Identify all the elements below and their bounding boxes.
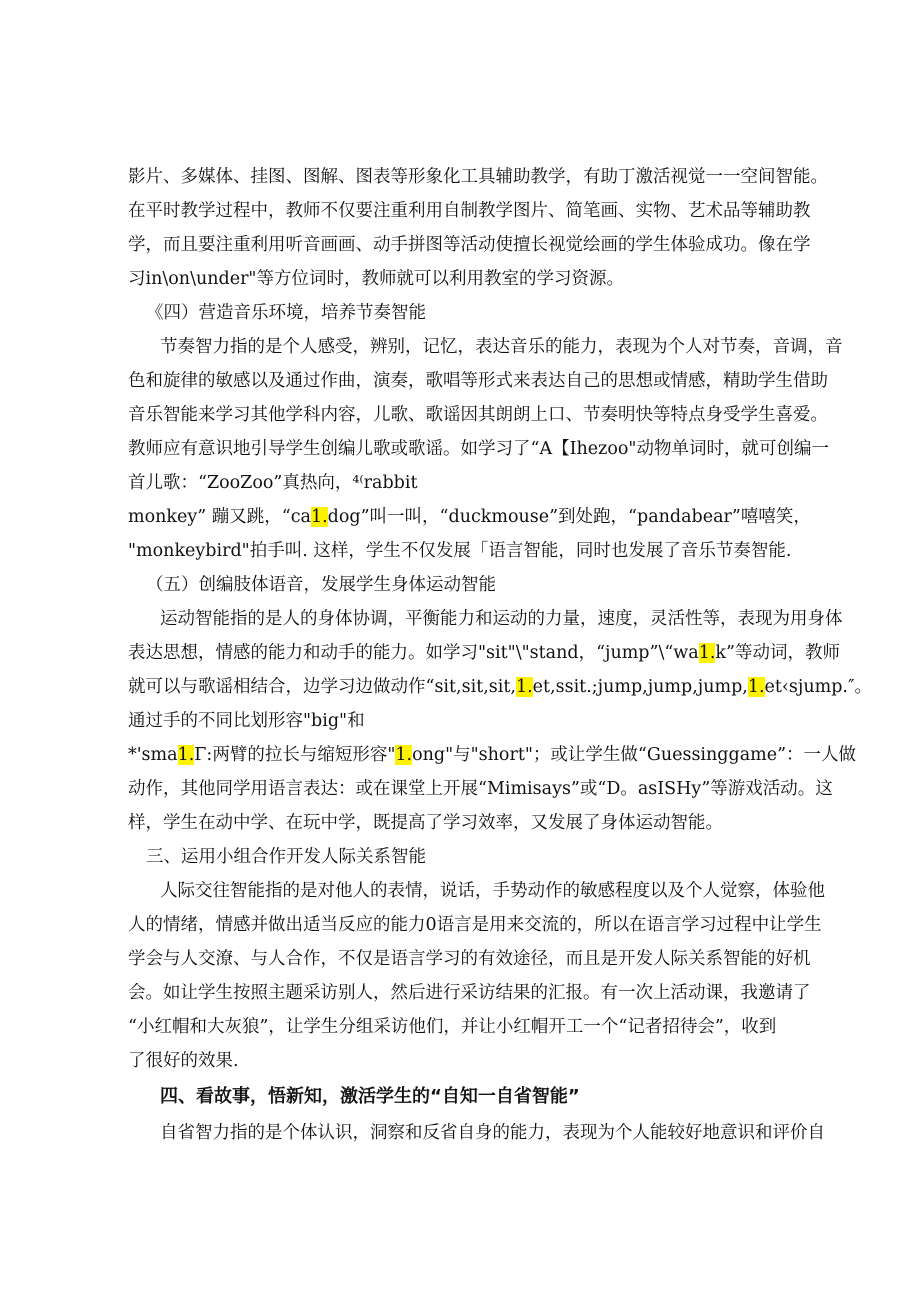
paragraph-line: 习in\on\under"等方位词时，教师就可以利用教室的学习资源。	[128, 269, 624, 289]
section-heading: 三、运用小组合作开发人际关系智能	[146, 847, 426, 867]
paragraph-line: 首儿歌：“ZooZoo”真热向，⁴⁽rabbit	[128, 473, 418, 493]
paragraph-line: 学，而且要注重利用听音画画、动手拼图等活动使擅长视觉绘画的学生体验成功。像在学	[128, 235, 811, 255]
chapter-heading: 四、看故事，悟新知，激活学生的“自知一自省智能”	[160, 1086, 580, 1107]
paragraph-line: 运动智能指的是人的身体协调，平衡能力和运动的力量，速度，灵活性等，表现为用身体	[160, 609, 843, 629]
section-heading: 《四）营造音乐环境，培养节奏智能	[146, 303, 426, 323]
paragraph-line: 影片、多媒体、挂图、图解、图表等形象化工具辅助教学，有助丁激活视觉一一空间智能。	[128, 167, 828, 187]
paragraph-line: 人的情绪，情感并做出适当反应的能力0语言是用来交流的，所以在语言学习过程中让学生	[128, 915, 822, 935]
paragraph-line: 表达思想，情感的能力和动手的能力。如学习"sit"\"stand，“jump”\“wa1.k”等动词，教师	[128, 643, 840, 663]
highlighted-text: 1.	[395, 745, 413, 765]
paragraph-line: monkey” 蹦又跳，“ca1.dog”叫一叫，“duckmouse”到处跑，“pandabear”嘻嘻笑，	[128, 507, 811, 527]
highlighted-text: 1.	[177, 745, 195, 765]
paragraph-line: 就可以与歌谣相结合，边学习边做动作“sit,sit,sit,1.et,ssit.;jump,jump,jump,1.et‹sjump.″。	[128, 677, 873, 697]
paragraph-line: 通过手的不同比划形容"big"和	[128, 711, 365, 731]
paragraph-line: 节奏智力指的是个人感受，辨别，记忆，表达音乐的能力，表现为个人对节奏，音调，音	[160, 337, 843, 357]
paragraph-line: “小红帽和大灰狼”，让学生分组采访他们，并让小红帽开工一个“记者招待会”，收到	[128, 1017, 777, 1037]
highlighted-text: 1.	[698, 643, 716, 663]
paragraph-line: 音乐智能来学习其他学科内容，儿歌、歌谣因其朗朗上口、节奏明快等特点身受学生喜爱。	[128, 405, 828, 425]
section-heading: （五）创编肢体语音，发展学生身体运动智能	[146, 575, 496, 595]
paragraph-line: 教师应有意识地引导学生创编儿歌或歌谣。如学习了“A【Ihezoo"动物单词时，就可创编一	[128, 439, 829, 459]
paragraph-line: *'sma1.Γ:两臂的拉长与缩短形容"1.ong"与"short"；或让学生做“Guessinggame”：一人做	[128, 745, 857, 765]
paragraph-line: "monkeybird"拍手叫. 这样，学生不仅发展「语言智能，同时也发展了音乐节奏智能.	[128, 541, 792, 561]
paragraph-line: 学会与人交潦、与人合作，不仅是语言学习的有效途径，而且是开发人际关系智能的好机	[128, 949, 811, 969]
paragraph-line: 动作，其他同学用语言表达：或在课堂上开展“Mimisays”或“D。asISHy”等游戏活动。这	[128, 779, 833, 799]
highlighted-text: 1.	[515, 677, 533, 697]
paragraph-line: 样，学生在动中学、在玩中学，既提高了学习效率，又发展了身体运动智能。	[128, 813, 723, 833]
paragraph-line: 人际交往智能指的是对他人的表情，说话，手势动作的敏感程度以及个人觉察，体验他	[160, 881, 825, 901]
paragraph-line: 自省智力指的是个体认识，洞察和反省自身的能力，表现为个人能较好地意识和评价自	[160, 1123, 825, 1143]
paragraph-line: 在平时教学过程中，教师不仅要注重利用自制教学图片、简笔画、实物、艺术品等辅助教	[128, 201, 811, 221]
highlighted-text: 1.	[747, 677, 765, 697]
paragraph-line: 色和旋律的敏感以及通过作曲，演奏，歌唱等形式来表达自己的思想或情感，精助学生借助	[128, 371, 828, 391]
highlighted-text: 1.	[310, 507, 328, 527]
paragraph-line: 了很好的效果.	[128, 1051, 239, 1071]
paragraph-line: 会。如让学生按照主题采访别人，然后进行采访结果的汇报。有一次上活动课，我邀请了	[128, 983, 811, 1003]
